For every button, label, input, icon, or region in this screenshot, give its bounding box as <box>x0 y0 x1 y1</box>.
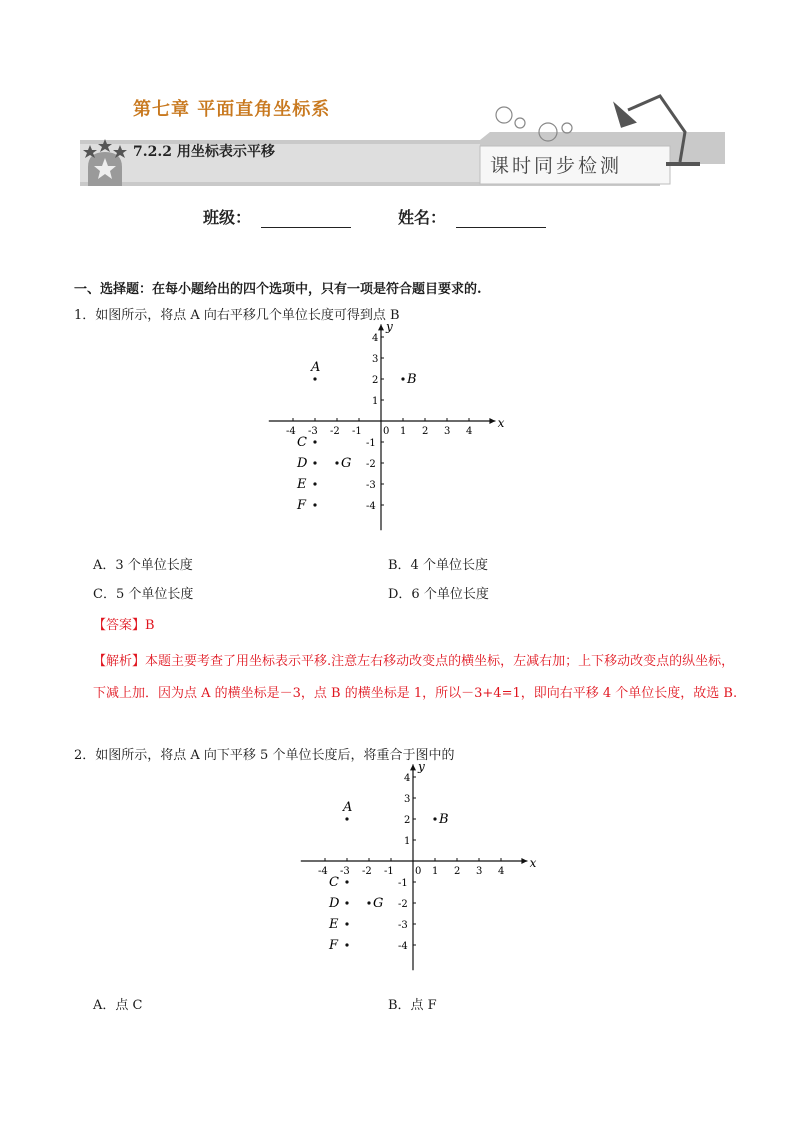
x-tick-label: 4 <box>498 866 505 877</box>
y-tick-label: 3 <box>372 354 379 365</box>
question-1-option-d: D．6 个单位长度 <box>388 587 489 602</box>
part-heading: 一、选择题：在每小题给出的四个选项中，只有一项是符合题目要求的. <box>74 282 482 297</box>
point-label-f: F <box>297 498 307 513</box>
point-label-e: E <box>297 477 307 492</box>
x-axis-label: x <box>529 856 537 870</box>
y-tick-label: 3 <box>404 794 411 805</box>
section-title: 7.2.2 用坐标表示平移 <box>133 144 275 160</box>
x-tick-label: -3 <box>308 426 318 437</box>
point-label-c: C <box>297 435 307 450</box>
y-tick-label: 2 <box>372 375 379 386</box>
star-badge-icon <box>83 139 127 186</box>
point-b <box>433 817 436 820</box>
y-tick-label: -1 <box>398 878 408 889</box>
name-field <box>398 205 546 228</box>
y-axis-label: y <box>418 759 425 774</box>
x-tick-label: -3 <box>340 866 350 877</box>
point-label-d: D <box>329 896 340 911</box>
question-2-option-b: B．点 F <box>388 998 437 1013</box>
point-c <box>345 880 348 883</box>
point-label-g: G <box>373 896 384 911</box>
x-tick-label: -2 <box>362 866 372 877</box>
point-g <box>335 461 338 464</box>
point-f <box>313 503 316 506</box>
point-label-d: D <box>297 456 308 471</box>
point-label-e: E <box>329 917 339 932</box>
name-blank <box>456 211 546 228</box>
point-label-f: F <box>329 938 339 953</box>
point-c <box>313 440 316 443</box>
point-a <box>313 377 316 380</box>
x-tick-label: 2 <box>454 866 461 877</box>
class-label: 班级： <box>203 208 252 227</box>
coordinate-graph-1 <box>250 319 510 540</box>
x-tick-label: 4 <box>466 426 473 437</box>
y-axis-label: y <box>386 319 393 334</box>
question-1-option-c: C．5 个单位长度 <box>93 587 194 602</box>
class-blank <box>261 211 351 228</box>
x-tick-label: -2 <box>330 426 340 437</box>
y-tick-label: 1 <box>404 836 411 847</box>
chapter-title: 第七章 平面直角坐标系 <box>133 99 331 120</box>
point-d <box>345 901 348 904</box>
y-tick-label: 2 <box>404 815 411 826</box>
point-g <box>367 901 370 904</box>
answer-text: 【答案】B <box>93 618 155 633</box>
y-tick-label: -4 <box>366 501 376 512</box>
question-1-stem: 1．如图所示，将点 A 向右平移几个单位长度可得到点 B <box>74 308 400 323</box>
x-tick-label: 2 <box>422 426 429 437</box>
question-2-option-a: A．点 C <box>93 998 143 1013</box>
point-e <box>345 922 348 925</box>
point-b <box>401 377 404 380</box>
class-field <box>203 205 351 228</box>
y-tick-label: -1 <box>366 438 376 449</box>
point-label-b: B <box>407 372 417 387</box>
x-axis-label: x <box>497 416 505 430</box>
brand-title: 课时同步检测 <box>490 155 623 177</box>
y-tick-label: -3 <box>366 480 376 491</box>
question-1-option-a: A．3 个单位长度 <box>93 558 193 573</box>
point-label-b: B <box>439 812 449 827</box>
point-e <box>313 482 316 485</box>
point-d <box>313 461 316 464</box>
x-tick-label: 3 <box>444 426 451 437</box>
x-tick-label: -4 <box>286 426 296 437</box>
x-tick-label: 1 <box>432 866 439 877</box>
point-a <box>345 817 348 820</box>
x-tick-label: -4 <box>318 866 328 877</box>
x-axis-arrow <box>489 418 495 424</box>
x-tick-label: -1 <box>352 426 362 437</box>
name-label: 姓名： <box>398 208 447 227</box>
x-tick-label: 3 <box>476 866 483 877</box>
y-tick-label: -4 <box>398 941 408 952</box>
x-tick-label: 1 <box>400 426 407 437</box>
y-tick-label: -2 <box>366 459 376 470</box>
coordinate-graph-2 <box>282 759 542 980</box>
point-label-a: A <box>311 360 321 375</box>
x-tick-label: -1 <box>384 866 394 877</box>
point-label-a: A <box>343 800 353 815</box>
point-label-c: C <box>329 875 339 890</box>
point-label-g: G <box>341 456 352 471</box>
y-tick-label: -3 <box>398 920 408 931</box>
x-tick-label: 0 <box>383 426 390 437</box>
question-2-stem: 2．如图所示，将点 A 向下平移 5 个单位长度后，将重合于图中的 <box>74 748 455 763</box>
x-tick-label: 0 <box>415 866 422 877</box>
analysis-text: 【解析】本题主要考查了用坐标表示平移.注意左右移动改变点的横坐标，左减右加；上下移动改变点的纵坐标，下减上加．因为点 A 的横坐标是－3，点 B 的横坐标是 1，所以－3+4=1，即向右平移 4 个单位长度，故选 B. <box>93 654 738 701</box>
y-tick-label: -2 <box>398 899 408 910</box>
question-1-option-b: B．4 个单位长度 <box>388 558 488 573</box>
point-f <box>345 943 348 946</box>
y-tick-label: 4 <box>404 773 411 784</box>
x-axis-arrow <box>521 858 527 864</box>
y-tick-label: 4 <box>372 333 379 344</box>
y-tick-label: 1 <box>372 396 379 407</box>
